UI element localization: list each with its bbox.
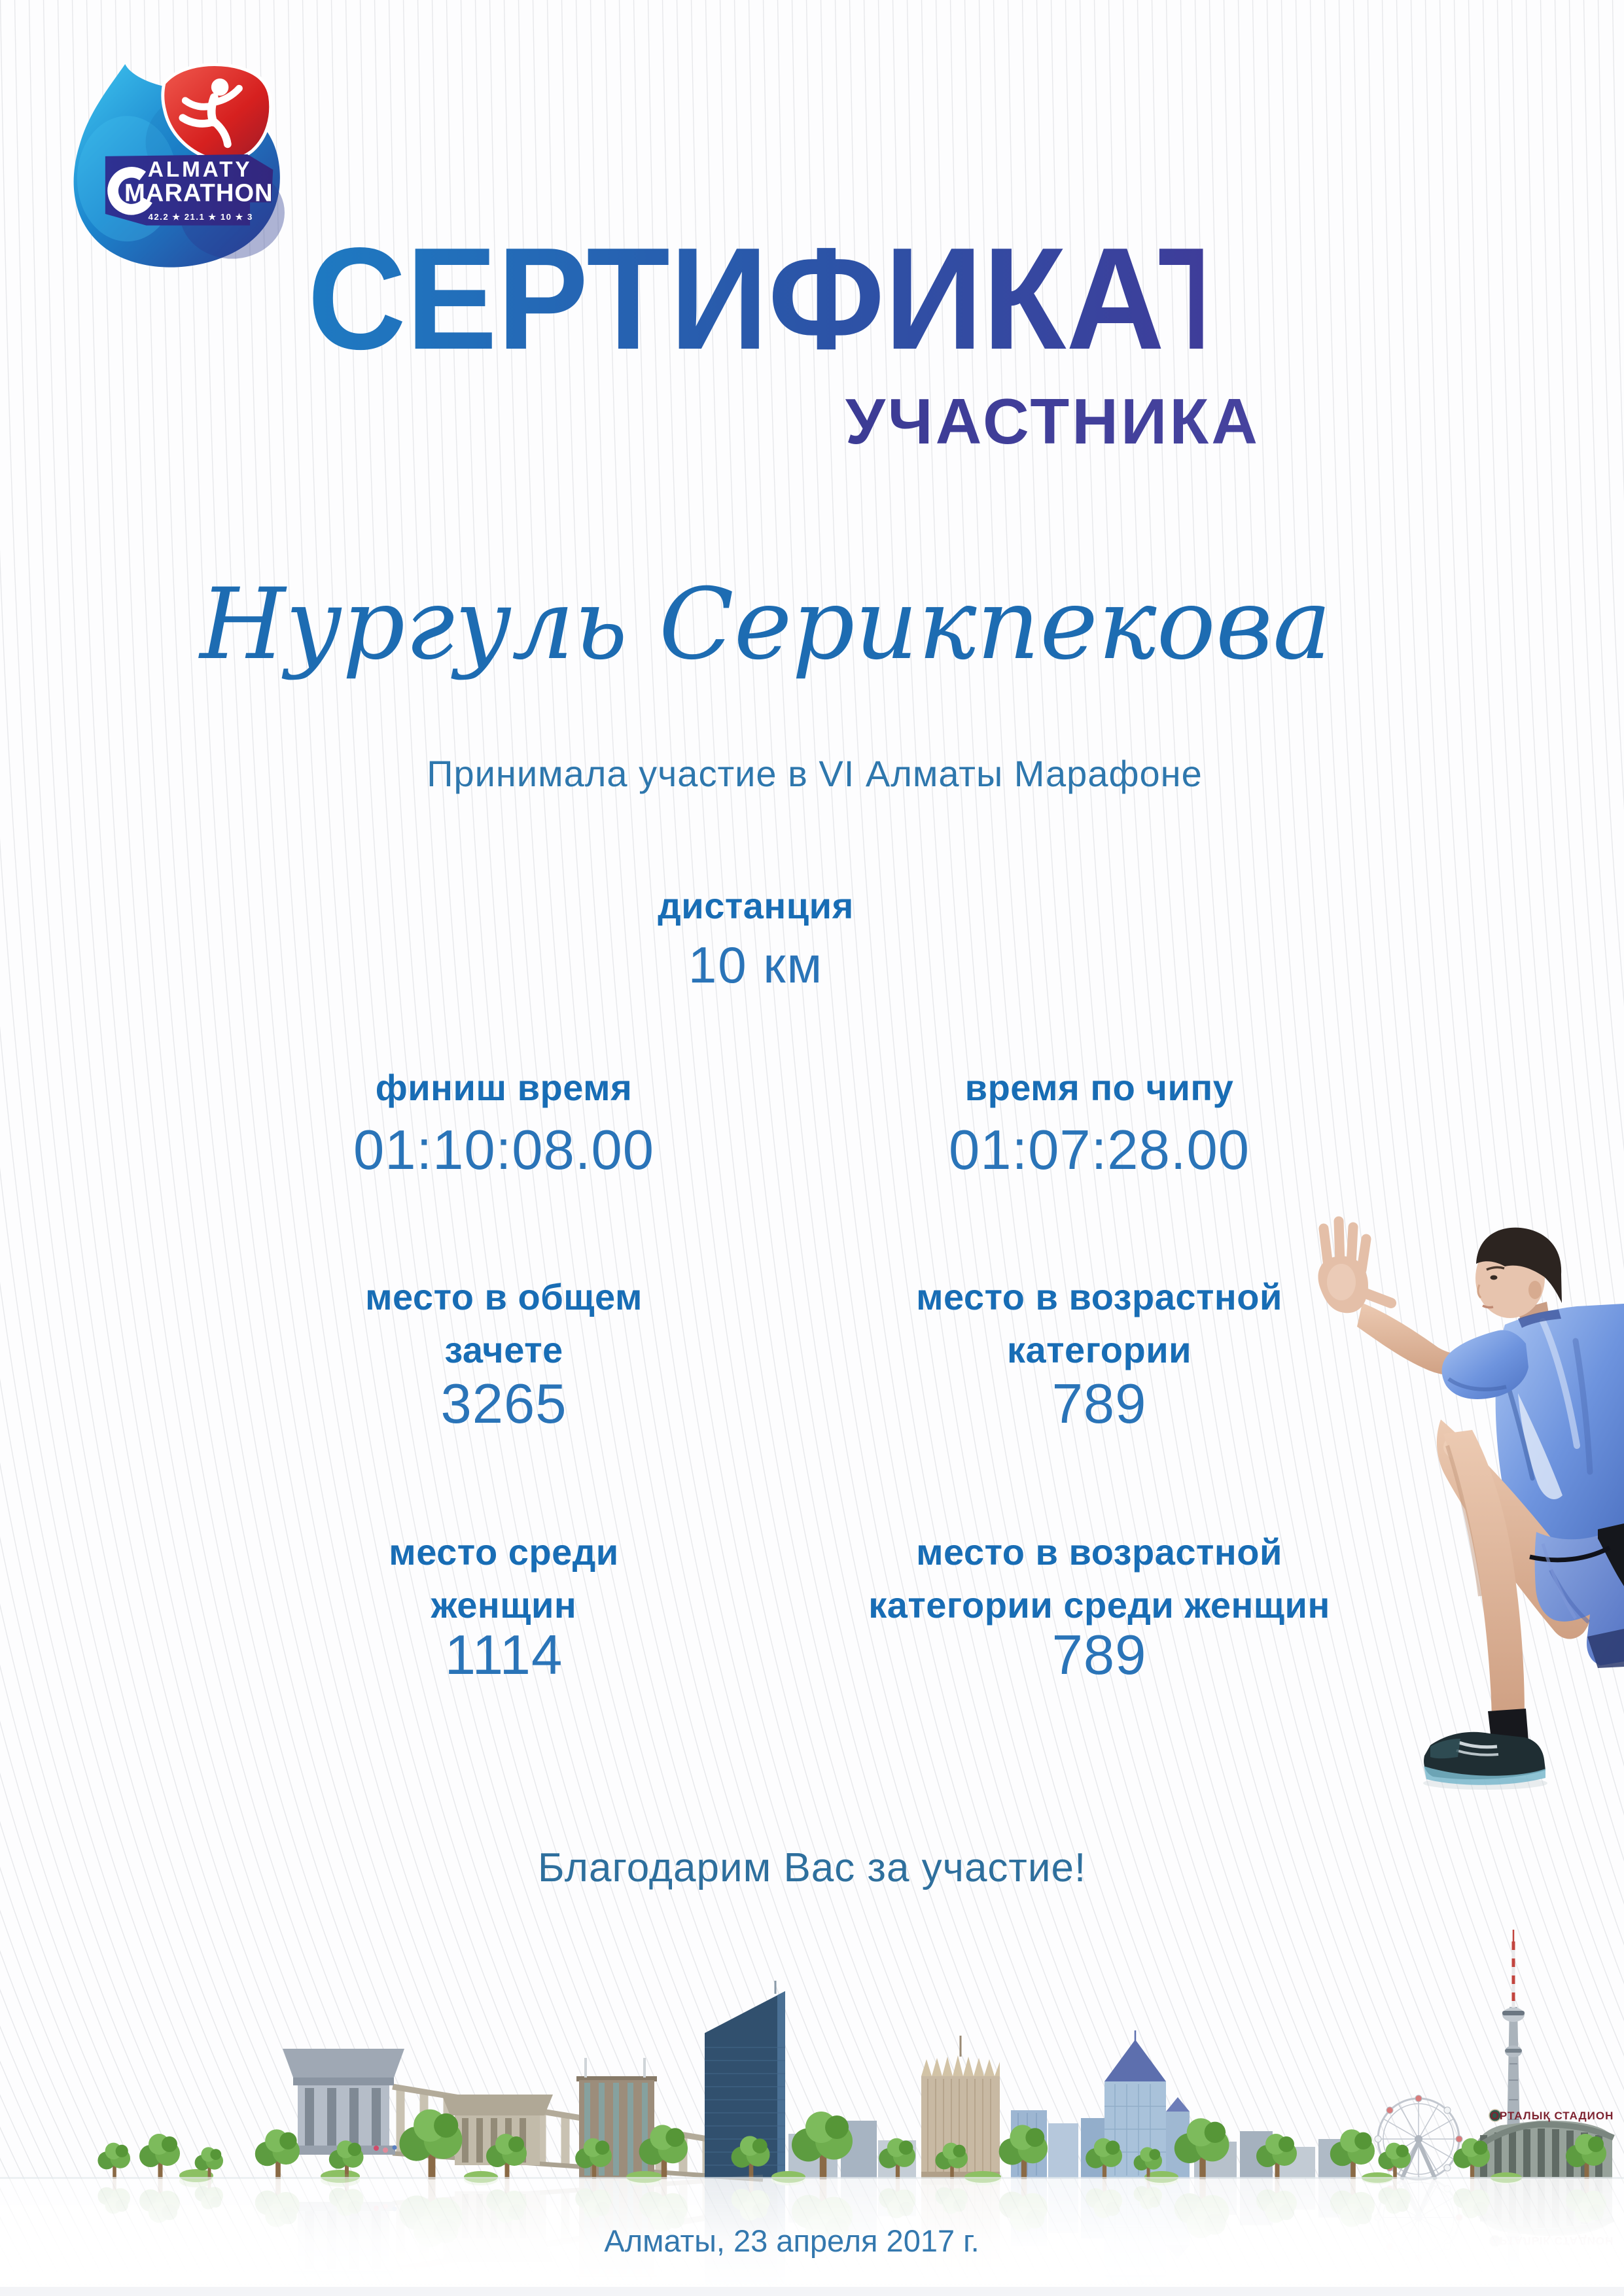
bottom-strip xyxy=(0,2287,1624,2296)
logo-banner xyxy=(105,154,274,226)
runner-shorts xyxy=(1530,1523,1624,1668)
age-category-women-place-value: 789 xyxy=(1051,1624,1147,1686)
stadium-sign: ОРТАЛЫҚ СТАДИОН xyxy=(1490,2110,1614,2122)
women-place-label: место среди женщин xyxy=(389,1531,619,1626)
chip-time-value: 01:07:28.00 xyxy=(948,1119,1250,1181)
age-category-place-label: место в возрастной категории xyxy=(916,1276,1282,1371)
certificate-title: СЕРТИФИКАТ xyxy=(308,218,1242,380)
logo-brand-line1: ALMATY xyxy=(147,158,253,183)
overall-place-label: место в общем зачете xyxy=(365,1276,643,1371)
distance-value: 10 км xyxy=(688,936,824,994)
participation-text: Принимала участие в VI Алматы Марафоне xyxy=(427,753,1203,794)
certificate-subtitle: УЧАСТНИКА xyxy=(308,385,1260,459)
women-place-value: 1114 xyxy=(444,1624,563,1686)
distance-label: дистанция xyxy=(658,885,854,926)
finish-time-label: финиш время xyxy=(375,1067,633,1108)
age-category-place-value: 789 xyxy=(1051,1373,1147,1435)
participant-name: Нургуль Серикпекова xyxy=(200,568,1332,682)
almaty-marathon-logo xyxy=(71,60,314,278)
logo-tagline: 42.2 ★ 21.1 ★ 10 ★ 3 xyxy=(148,211,253,222)
place-date-text: Алматы, 23 апреля 2017 г. xyxy=(604,2223,980,2258)
runner-photo xyxy=(1302,1204,1624,1799)
age-category-women-place-label: место в возрастной категории среди женщин xyxy=(868,1531,1330,1626)
runner-head xyxy=(1475,1228,1562,1318)
thanks-text: Благодарим Вас за участие! xyxy=(537,1845,1087,1890)
overall-place-value: 3265 xyxy=(440,1373,567,1435)
chip-time-label: время по чипу xyxy=(964,1067,1234,1108)
logo-brand-line2: MARATHON xyxy=(124,179,274,207)
finish-time-value: 01:10:08.00 xyxy=(353,1119,655,1181)
